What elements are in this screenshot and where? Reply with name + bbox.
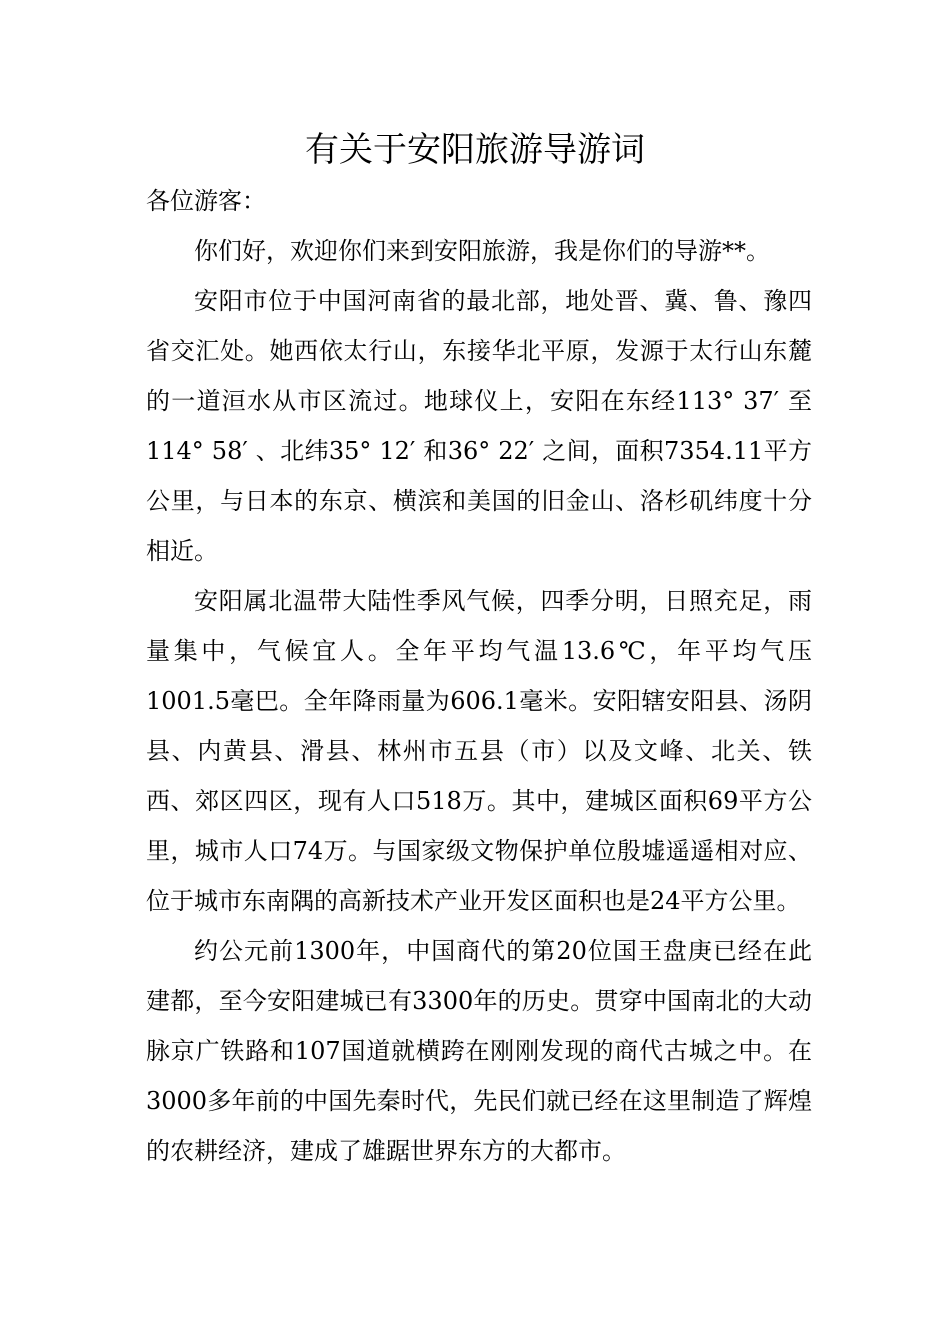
document-body <box>146 176 812 1176</box>
paragraph-history: 约公元前1300年，中国商代的第20位国王盘庚已经在此建都，至今安阳建城已有3300年的历史。贯穿中国南北的大动脉京广铁路和107国道就横跨在刚刚发现的商代古城之中。在3000多年前的中国先秦时代，先民们就已经在这里制造了辉煌的农耕经济，建成了雄踞世界东方的大都市。 <box>146 937 812 1165</box>
greeting: 各位游客： <box>146 187 266 215</box>
paragraph-welcome: 你们好，欢迎你们来到安阳旅游，我是你们的导游**。 <box>194 237 770 265</box>
document-title: 有关于安阳旅游导游词 <box>305 130 645 170</box>
paragraph-location: 安阳市位于中国河南省的最北部，地处晋、冀、鲁、豫四省交汇处。她西依太行山，东接华北平原，发源于太行山东麓的一道洹水从市区流过。地球仪上，安阳在东经113° 37′ 至114° 58′ 、北纬35° 12′ 和36° 22′ 之间，面积7354.11平方公里，与日本的东京、横滨和美国的旧金山、洛杉矶纬度十分相近。 <box>146 287 812 565</box>
paragraph-climate: 安阳属北温带大陆性季风气候，四季分明，日照充足，雨量集中，气候宜人。全年平均气温13.6℃，年平均气压1001.5毫巴。全年降雨量为606.1毫米。安阳辖安阳县、汤阴县、内黄县、滑县、林州市五县（市）以及文峰、北关、铁西、郊区四区，现有人口518万。其中，建城区面积69平方公里，城市人口74万。与国家级文物保护单位殷墟遥遥相对应、位于城市东南隅的高新技术产业开发区面积也是24平方公里。 <box>146 587 812 915</box>
